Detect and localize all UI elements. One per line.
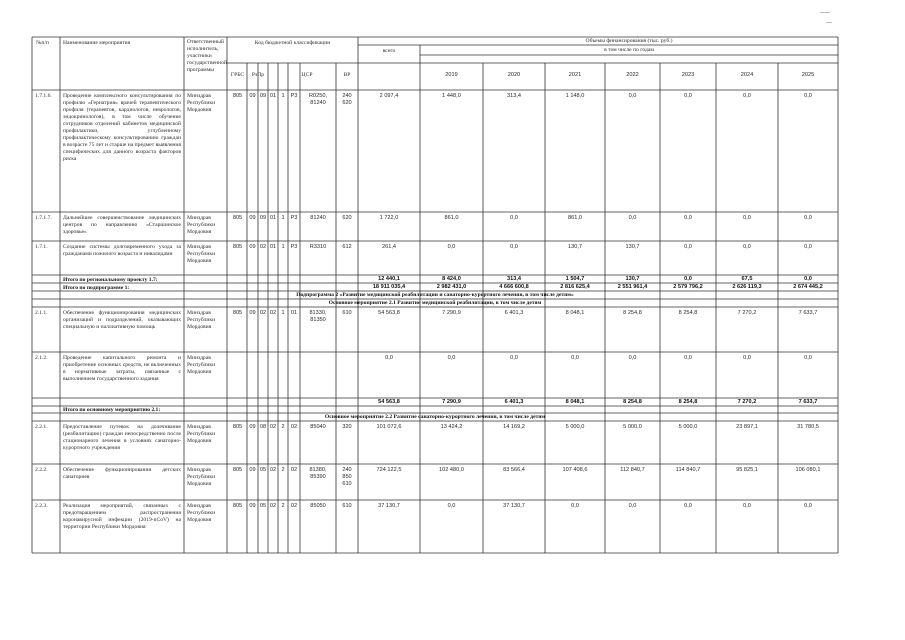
scan-mark <box>820 12 830 13</box>
program-total-year: 2 551 961,4 <box>617 284 648 290</box>
row-grbs: 805 <box>232 93 243 99</box>
activity-total-label: Итого по основному мероприятию 2.1: <box>63 407 161 413</box>
row-year-value: 0,0 <box>743 355 751 361</box>
row-year-value: 83 566,4 <box>503 467 525 473</box>
row-name: Проведение капитального ремонта и приобретение основных средств, не включенных в нормативные затраты, связанные с выполнением государственного задания <box>63 355 181 382</box>
row-year-value: 8 254,8 <box>678 310 698 316</box>
header-year: 2019 <box>445 72 458 78</box>
header-year: 2025 <box>801 72 815 78</box>
row-number: 2.2.3. <box>35 503 48 509</box>
project-total-year: 8 424,0 <box>442 276 461 282</box>
row-rz: 09 <box>249 467 256 473</box>
row-number: 2.2.2. <box>35 467 48 473</box>
header-vr: ВР <box>343 72 351 78</box>
header-responsible: Ответственный исполнитель, участники государственной программы <box>187 39 227 73</box>
row-name: Дальнейшее совершенствование медицинских центров по направлению «Старшинское здоровье» <box>63 215 181 235</box>
row-csr-2: 2 <box>281 503 285 509</box>
row-pr: 02 <box>259 244 267 250</box>
row-csr-4: 81330, 81350 <box>309 310 327 323</box>
row-year-value: 7 270,2 <box>737 310 757 316</box>
row-rz: 09 <box>249 424 256 430</box>
row-vr: 240 620 <box>342 93 352 106</box>
row-year-value: 0,0 <box>684 215 692 221</box>
row-csr-1: 02 <box>269 310 277 316</box>
project-total-year: 1 504,7 <box>565 276 585 282</box>
header-budget-code: Код бюджетной классификации <box>254 40 331 46</box>
row-year-value: 5 000,0 <box>678 424 698 430</box>
row-name: Проведение комплексного консультирования по профилю «Гериатрия» врачей терапевтического профиля (терапевтов, кардиологов, неврологов, эндокринологов), в том числе обучение сотрудников отделений кабинетов медицинской профилактики, углубленному профилактическому консультированию граждан в возрасте 75 лет и старше на предмет выявления специфических для данного возраста факторов риска <box>63 93 181 162</box>
row-csr-3: Р3 <box>290 93 298 99</box>
row-vr: 620 <box>342 215 352 221</box>
row-year-value: 0,0 <box>804 93 812 99</box>
program-total-year: 2 982 431,0 <box>436 284 467 290</box>
project-total-year: 67,5 <box>741 276 753 282</box>
row-year-value: 0,0 <box>628 355 637 361</box>
row-year-value: 0,0 <box>510 215 518 221</box>
row-year-value: 5 000,0 <box>565 424 585 430</box>
project-total-year: 130,7 <box>625 276 640 282</box>
row-grbs: 805 <box>232 310 243 316</box>
row-csr-3: Р3 <box>290 244 298 250</box>
row-year-value: 95 825,1 <box>736 467 758 473</box>
row-total: 101 072,6 <box>376 424 402 430</box>
row-csr-2: 1 <box>281 93 285 99</box>
row-csr-4: 85040 <box>310 424 326 430</box>
row-csr-1: 02 <box>269 503 277 509</box>
activity-total-year: 8 048,1 <box>565 399 585 405</box>
row-year-value: 0,0 <box>743 244 751 250</box>
row-csr-1: 01 <box>269 93 277 99</box>
program-total-label: Итого по подпрограмме 1: <box>63 285 130 291</box>
row-csr-1: 02 <box>269 467 277 473</box>
row-responsible: Минздрав Республики Мордовия <box>187 467 216 487</box>
row-csr-2: 1 <box>281 215 285 221</box>
row-year-value: 0,0 <box>510 355 518 361</box>
row-year-value: 107 408,6 <box>562 467 588 473</box>
row-csr-3: 02 <box>290 424 298 430</box>
activity-total-year: 7 290,9 <box>442 399 461 405</box>
row-vr: 320 <box>342 424 352 430</box>
project-total-year: 0,0 <box>684 276 692 282</box>
row-csr-3: 02 <box>290 503 298 509</box>
row-csr-3: Р3 <box>290 215 298 221</box>
row-responsible: Минздрав Республики Мордовия <box>187 244 216 264</box>
row-year-value: 31 780,5 <box>797 424 819 430</box>
row-pr: 02 <box>259 310 267 316</box>
row-year-value: 0,0 <box>684 503 692 509</box>
row-year-value: 0,0 <box>804 215 812 221</box>
program-total-year: 2 674 445,2 <box>793 284 823 290</box>
row-year-value: 114 840,7 <box>675 467 701 473</box>
row-year-value: 0,0 <box>447 244 456 250</box>
activity-total-year: 6 401,3 <box>504 399 524 405</box>
row-vr: 610 <box>342 503 352 509</box>
row-year-value: 1 448,0 <box>442 93 461 99</box>
row-number: 1.7.1. <box>35 244 48 250</box>
row-year-value: 0,0 <box>628 93 637 99</box>
header-name: Наименование мероприятия <box>63 40 131 46</box>
project-total-year: 313,4 <box>507 276 521 282</box>
row-year-value: 0,0 <box>684 93 692 99</box>
row-year-value: 0,0 <box>447 355 456 361</box>
row-grbs: 805 <box>232 424 243 430</box>
row-year-value: 0,0 <box>628 215 637 221</box>
row-year-value: 112 840,7 <box>620 467 645 473</box>
row-year-value: 0,0 <box>628 503 637 509</box>
program-total-year: 2 626 119,3 <box>732 284 762 290</box>
row-number: 1.7.1.7. <box>35 215 52 221</box>
program-total-year: 4 666 600,8 <box>499 284 529 290</box>
row-responsible: Минздрав Республики Мордовия <box>187 215 216 235</box>
header-funding: Объемы финансирования (тыс. руб.) <box>585 38 673 44</box>
project-total-label: Итого по региональному проекту 1.7: <box>63 277 158 283</box>
row-csr-1: 01 <box>269 215 277 221</box>
header-year: 2022 <box>626 72 639 78</box>
activity-total-sum: 54 563,8 <box>378 399 400 405</box>
row-year-value: 8 254,8 <box>623 310 642 316</box>
row-year-value: 0,0 <box>804 355 812 361</box>
row-year-value: 0,0 <box>804 244 812 250</box>
row-csr-4: 81380, 85390 <box>309 467 327 480</box>
row-total: 54 563,8 <box>378 310 400 316</box>
activity-total-year: 7 270,2 <box>737 399 757 405</box>
activity-total-year: 8 254,8 <box>623 399 642 405</box>
row-grbs: 805 <box>232 244 243 250</box>
row-csr-4: 81240 <box>310 215 326 221</box>
row-csr-4: R3310 <box>309 244 327 250</box>
row-name: Обеспечение функционирования детских санаториев <box>63 467 181 480</box>
activity-total-year: 7 633,7 <box>798 399 818 405</box>
row-year-value: 7 633,7 <box>798 310 818 316</box>
row-year-value: 313,4 <box>507 93 521 99</box>
row-number: 2.2.1. <box>35 424 48 430</box>
row-year-value: 0,0 <box>743 503 751 509</box>
row-name: Реализация мероприятий, связанных с предотвращением распространения коронавирусной инфекции (2019-nCoV) на территории Республики Мордовия <box>63 503 181 530</box>
row-total: 1 722,0 <box>379 215 399 221</box>
row-rz: 09 <box>249 244 256 250</box>
row-year-value: 0,0 <box>571 355 579 361</box>
row-year-value: 13 424,2 <box>440 424 463 430</box>
header-by-years: в том числе по годам <box>604 47 654 53</box>
row-csr-3: 01 <box>290 310 298 316</box>
row-vr: 612 <box>342 244 352 250</box>
row-rz: 09 <box>249 310 256 316</box>
row-name: Предоставление путевок на долечивание (реабилитацию) граждан непосредственно после стационарного лечения в условиях санаторно-курортного учреждения <box>63 424 181 451</box>
row-year-value: 0,0 <box>447 503 456 509</box>
header-year: 2023 <box>681 72 695 78</box>
row-csr-4: 85050 <box>310 503 326 509</box>
row-pr: 08 <box>259 424 267 430</box>
activity-total-year: 8 254,8 <box>678 399 698 405</box>
program-total-year: 2 579 796,2 <box>673 284 703 290</box>
project-total-year: 0,0 <box>804 276 812 282</box>
header-no: №п/п <box>36 40 49 46</box>
row-grbs: 805 <box>232 215 243 221</box>
row-grbs: 805 <box>232 467 243 473</box>
row-responsible: Минздрав Республики Мордовия <box>187 424 216 444</box>
row-responsible: Минздрав Республики Мордовия <box>187 503 216 523</box>
row-year-value: 0,0 <box>743 93 751 99</box>
row-year-value: 130,7 <box>568 244 582 250</box>
header-rzpr: РзПр <box>251 72 265 78</box>
header-year: 2024 <box>740 72 754 78</box>
header-year: 2020 <box>507 72 521 78</box>
row-responsible: Минздрав Республики Мордовия <box>187 355 216 375</box>
row-total: 37 130,7 <box>378 503 400 509</box>
row-total: 261,4 <box>382 244 396 250</box>
project-total-sum: 12 440,1 <box>378 276 400 282</box>
row-year-value: 1 148,0 <box>565 93 585 99</box>
row-year-value: 0,0 <box>743 215 751 221</box>
row-csr-2: 1 <box>281 244 285 250</box>
row-year-value: 861,0 <box>568 215 582 221</box>
row-vr: 240 850 610 <box>342 467 352 487</box>
row-responsible: Минздрав Республики Мордовия <box>187 310 216 330</box>
row-year-value: 0,0 <box>571 503 579 509</box>
row-csr-1: 01 <box>269 244 277 250</box>
header-total: всего <box>382 48 396 54</box>
row-number: 1.7.1.6. <box>35 93 52 99</box>
row-name: Создание системы долговременного ухода за гражданами пожилого возраста и инвалидами <box>63 244 181 257</box>
row-csr-2: 2 <box>281 467 285 473</box>
row-vr: 610 <box>342 310 352 316</box>
subprogram-heading: Подпрограмма 2 «Развитие медицинской реабилитации и санаторно-курортного лечения, в том числе детям» <box>296 292 574 298</box>
header-csr: ЦСР <box>301 72 313 78</box>
row-total: 724 122,5 <box>376 467 402 473</box>
row-rz: 09 <box>249 93 256 99</box>
row-year-value: 37 130,7 <box>503 503 525 509</box>
row-year-value: 861,0 <box>444 215 459 221</box>
row-year-value: 0,0 <box>510 244 518 250</box>
row-pr: 09 <box>259 93 267 99</box>
header-year: 2021 <box>568 72 582 78</box>
row-number: 2.1.2. <box>35 355 48 361</box>
row-name: Обеспечение функционирования медицинских организаций и подразделений, оказывающих специальную и паллиативную помощь <box>63 310 181 330</box>
activity-heading: Основное мероприятие 2.1 Развитие медицинской реабилитации, в том числе детям <box>328 300 542 306</box>
row-year-value: 23 897,1 <box>736 424 758 430</box>
row-year-value: 130,7 <box>625 244 640 250</box>
row-number: 2.1.1. <box>35 310 48 316</box>
row-csr-1: 02 <box>269 424 277 430</box>
row-year-value: 106 080,1 <box>795 467 821 473</box>
row-year-value: 7 290,9 <box>442 310 461 316</box>
row-grbs: 805 <box>232 503 243 509</box>
row-year-value: 0,0 <box>684 355 692 361</box>
program-total-sum: 18 911 035,4 <box>372 284 406 290</box>
row-rz: 09 <box>249 503 256 509</box>
row-csr-2: 2 <box>281 424 285 430</box>
row-year-value: 5 000,0 <box>623 424 642 430</box>
row-year-value: 6 401,3 <box>504 310 524 316</box>
row-year-value: 102 480,0 <box>439 467 464 473</box>
row-year-value: 14 169,2 <box>503 424 525 430</box>
header-grbs: ГРБС <box>230 72 245 78</box>
row-total: 0,0 <box>385 355 393 361</box>
row-responsible: Минздрав Республики Мордовия <box>187 93 216 113</box>
row-csr-2: 1 <box>281 310 285 316</box>
row-year-value: 0,0 <box>804 503 812 509</box>
row-year-value: 8 048,1 <box>565 310 585 316</box>
row-pr: 05 <box>259 467 267 473</box>
program-total-year: 2 816 625,4 <box>560 284 590 290</box>
row-rz: 09 <box>249 215 256 221</box>
row-pr: 09 <box>259 215 267 221</box>
row-total: 2 097,4 <box>379 93 399 99</box>
row-csr-4: R0250, 81240 <box>308 93 328 106</box>
row-pr: 05 <box>259 503 267 509</box>
activity-heading: Основное мероприятие 2.2 Развитие санаторно-курортного лечения, в том числе детям <box>324 414 546 420</box>
scan-mark <box>826 22 832 23</box>
row-csr-3: 02 <box>290 467 298 473</box>
row-year-value: 0,0 <box>684 244 692 250</box>
